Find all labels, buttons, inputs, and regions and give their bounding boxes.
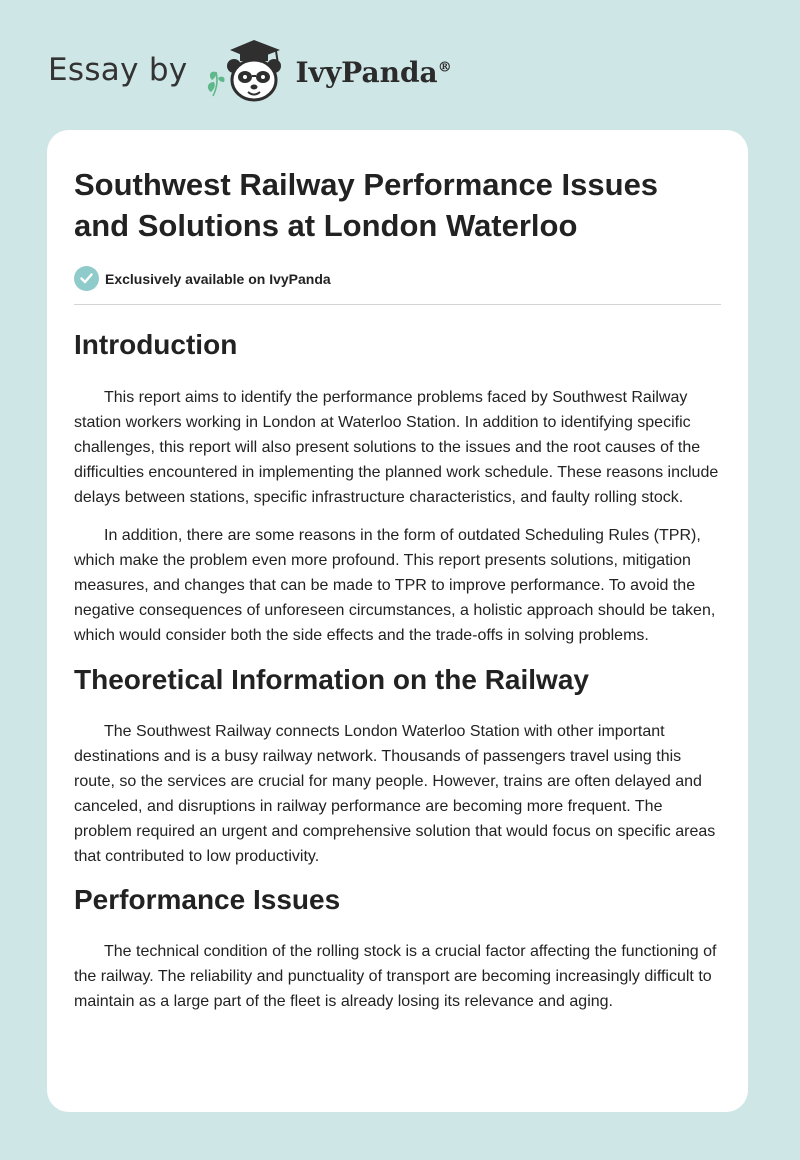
exclusive-badge-text: Exclusively available on IvyPanda xyxy=(105,270,331,287)
page-title: Southwest Railway Performance Issues and Solutions at London Waterloo xyxy=(74,167,659,243)
section-heading: Performance Issues xyxy=(74,884,341,915)
checkmark-icon xyxy=(80,273,93,284)
paragraph: The technical condition of the rolling stock is a crucial factor affecting the functioning of the railway. The reliability and punctuality of transport are becoming increasingly difficult to maintain as a large part of the fleet is already losing its relevance and aging. xyxy=(74,943,717,1010)
registered-mark: ® xyxy=(437,59,452,76)
check-icon xyxy=(74,266,99,291)
section-heading: Theoretical Information on the Railway xyxy=(74,664,589,695)
divider xyxy=(74,304,721,305)
essay-by-label: Essay by xyxy=(48,52,188,88)
paragraph: The Southwest Railway connects London Waterloo Station with other important destinations and is a busy railway network. Thousands of passengers travel using this route, so the services are crucial for many people. However, trains are often delayed and canceled, and disruptions in railway performance are becoming more frequent. The problem required an urgent and comprehensive solution that would focus on specific areas that contributed to low productivity. xyxy=(74,723,716,865)
section-introduction xyxy=(74,328,721,648)
section-theoretical-information xyxy=(74,663,721,869)
brand-text: IvyPanda xyxy=(295,55,438,89)
paragraph: In addition, there are some reasons in the form of outdated Scheduling Rules (TPR), which make the problem even more profound. This report presents solutions, mitigation measures, and changes that can be made to TPR to improve performance. To avoid the negative consequences of unforeseen circumstances, a holistic approach should be taken, which would consider both the side effects and the trade-offs in solving problems. xyxy=(74,527,716,644)
brand-name xyxy=(296,56,452,89)
ivypanda-logo[interactable] xyxy=(202,34,294,106)
section-performance-issues xyxy=(74,883,721,1014)
essay-card xyxy=(47,130,748,1112)
site-header xyxy=(48,34,452,106)
exclusive-badge xyxy=(74,266,721,291)
section-heading: Introduction xyxy=(74,329,238,360)
paragraph: This report aims to identify the performance problems faced by Southwest Railway station workers working in London at Waterloo Station. In addition to identifying specific challenges, this report will also present solutions to the issues and the root causes of the difficulties encountered in implementing the planned work schedule. These reasons include delays between stations, specific infrastructure characteristics, and faulty rolling stock. xyxy=(74,389,719,506)
panda-logo-icon xyxy=(202,34,294,106)
